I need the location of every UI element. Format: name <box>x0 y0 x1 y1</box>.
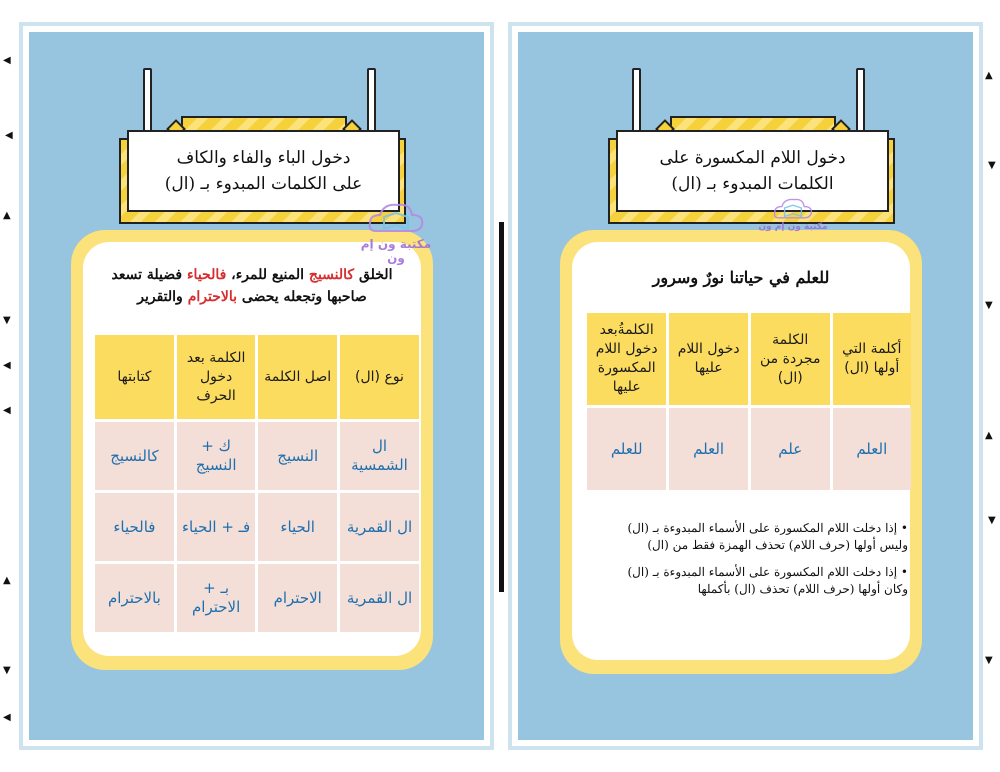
table-row <box>95 493 419 561</box>
left-table <box>92 332 422 635</box>
table-cell: العلم <box>669 408 747 490</box>
table-header-row <box>95 335 419 419</box>
watermark-text: مكتبة ون إم ون <box>758 222 828 232</box>
left-quote: الخلق كالنسيج المنيع للمرء، فالحياء فضيلة تسعد صاحبها وتجعله يحضى بالاحترام والتقرير <box>111 267 393 305</box>
table-header-cell: الكلمة مجردة من (ال) <box>751 313 830 405</box>
table-header-cell: نوع (ال) <box>340 335 419 419</box>
watermark-logo <box>351 197 441 265</box>
table-cell: للعلم <box>587 408 666 490</box>
table-row <box>95 422 419 490</box>
rules-list <box>588 520 908 608</box>
table-header-cell: اصل الكلمة <box>258 335 337 419</box>
left-title-line1: دخول الباء والفاء والكاف <box>176 148 351 168</box>
highlight-word: بالاحترام <box>187 289 238 305</box>
table-cell: الاحترام <box>258 564 337 632</box>
table-cell: فالحياء <box>95 493 174 561</box>
arrow-left-icon: ◀ <box>3 405 11 416</box>
table-row <box>587 408 911 490</box>
table-cell: الحياء <box>258 493 337 561</box>
arrow-down-icon: ▼ <box>3 665 11 676</box>
arrow-down-icon: ▼ <box>988 515 996 526</box>
right-table <box>584 310 914 493</box>
left-title-line2: على الكلمات المبدوء بـ (ال) <box>164 174 363 194</box>
cloud-book-icon <box>366 197 426 237</box>
table-header-cell: دخول اللام عليها <box>669 313 747 405</box>
table-cell: بالاحترام <box>95 564 174 632</box>
table-cell: بـ + الاحترام <box>177 564 256 632</box>
highlight-word: كالنسيج <box>308 267 355 283</box>
table-cell: النسيج <box>258 422 337 490</box>
cloud-book-icon <box>772 194 814 222</box>
arrow-down-icon: ▼ <box>3 315 11 326</box>
table-header-cell: الكلمةُبعد دخول اللام المكسورة عليها <box>587 313 666 405</box>
arrow-left-icon: ◀ <box>3 55 11 66</box>
table-header-row <box>587 313 911 405</box>
watermark-logo <box>748 194 838 232</box>
right-title-line2: الكلمات المبدوء بـ (ال) <box>671 174 834 194</box>
arrow-up-icon: ▲ <box>985 70 993 81</box>
highlight-word: فالحياء <box>186 267 227 283</box>
table-header-cell: كتابتها <box>95 335 174 419</box>
table-header-cell: الكلمة بعد دخول الحرف <box>177 335 256 419</box>
page-divider <box>499 222 504 592</box>
right-heading: للعلم في حياتنا نورٌ وسرور <box>652 268 830 287</box>
table-row <box>95 564 419 632</box>
right-title-line1: دخول اللام المكسورة على <box>659 148 846 168</box>
left-page <box>19 22 494 750</box>
arrow-left-icon: ◀ <box>5 130 13 141</box>
table-cell: فـ + الحياء <box>177 493 256 561</box>
arrow-up-icon: ▲ <box>3 575 11 586</box>
left-page-background <box>29 32 484 740</box>
arrow-down-icon: ▼ <box>985 655 993 666</box>
arrow-down-icon: ▼ <box>988 160 996 171</box>
right-page <box>508 22 983 750</box>
table-header-cell: أكلمة التي أولها (ال) <box>833 313 911 405</box>
table-cell: ال القمرية <box>340 564 419 632</box>
arrow-left-icon: ◀ <box>3 360 11 371</box>
arrow-down-icon: ▼ <box>985 300 993 311</box>
table-cell: ال الشمسية <box>340 422 419 490</box>
arrow-left-icon: ◀ <box>3 712 11 723</box>
watermark-text: مكتبة ون إم ون <box>360 237 432 265</box>
rule-item: • إذا دخلت اللام المكسورة على الأسماء المبدوءة بـ (ال) وكان أولها (حرف اللام) تحذف (ال) بأكملها <box>627 565 908 596</box>
arrow-up-icon: ▲ <box>3 210 11 221</box>
table-cell: العلم <box>833 408 911 490</box>
arrow-up-icon: ▲ <box>985 430 993 441</box>
table-cell: ك + النسيج <box>177 422 256 490</box>
table-cell: ال القمرية <box>340 493 419 561</box>
rule-item: • إذا دخلت اللام المكسورة على الأسماء المبدوءة بـ (ال) وليس أولها (حرف اللام) تحذف الهمزة فقط من (ال) <box>627 521 908 552</box>
right-page-background <box>518 32 973 740</box>
table-cell: علم <box>751 408 830 490</box>
table-cell: كالنسيج <box>95 422 174 490</box>
